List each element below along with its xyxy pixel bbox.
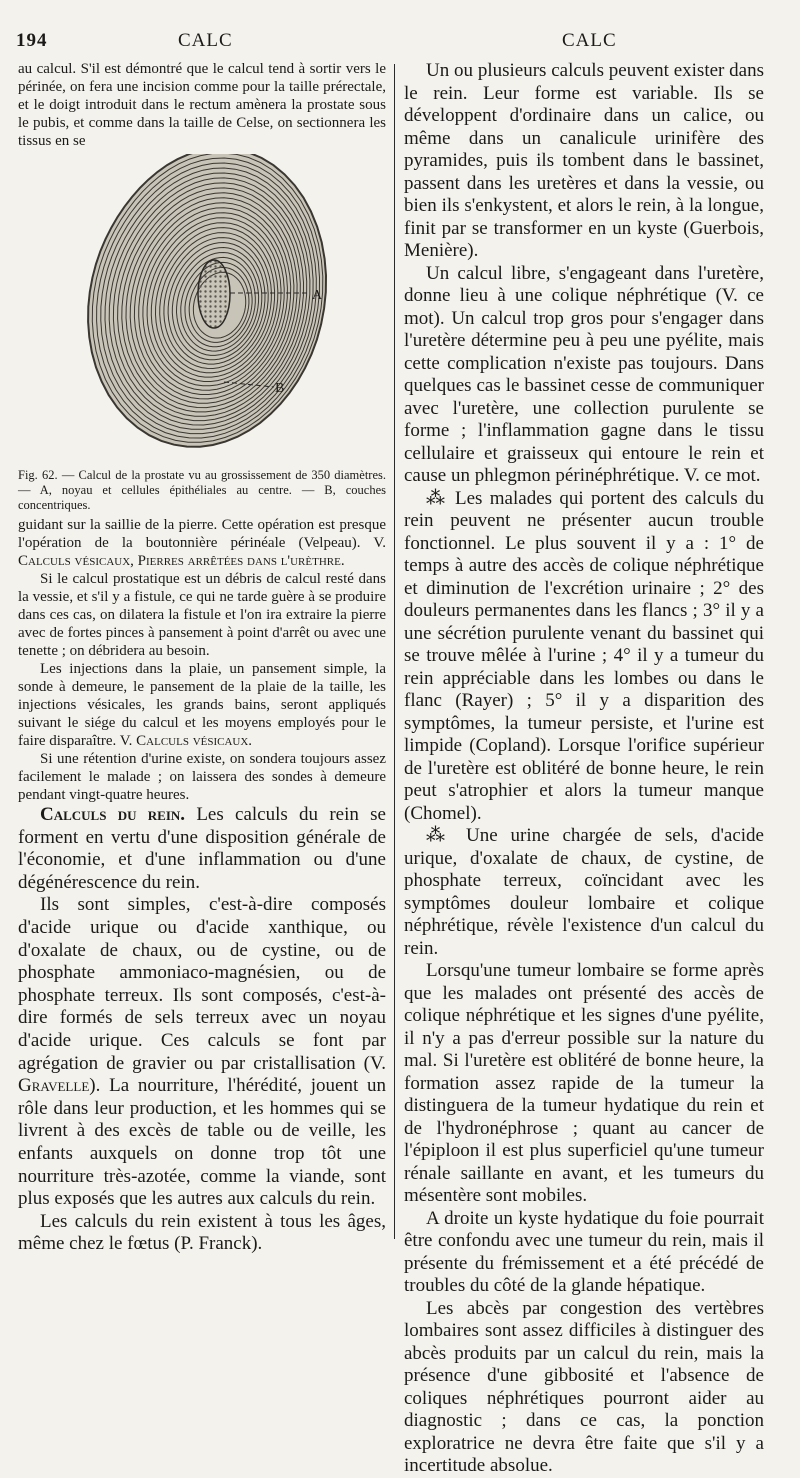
page-number: 194 [16,30,48,51]
paragraph-6: Ils sont simples, c'est-à-dire composés d'acide urique ou d'acide xanthique, ou d'oxalate de chaux, ou de cystine, ou de phosphate ammoniaco-magnésien, ou de phosphate terreux. Ils sont composés, c'est-à-dire formés de sels terreux avec un noyau d'acide urique. Ces calculs se font par agrégation de gravier ou par cristallisation (V. Gravelle). La nourriture, l'hérédité, jouent un rôle dans leur production, et les hommes qui se livrent à des excès de table ou de veille, les enfants auxquels on donne trop tôt une nourriture très-azotée, comme la viande, sont plus exposés que les autres aux calculs du rein. [18,894,386,1210]
intro-paragraph: au calcul. S'il est démontré que le calcul tend à sortir vers le périnée, on fera une incision comme pour la taille prérectale, et le doigt introduit dans le rectum amènera la prostate sous le pubis, et comme dans la taille de Celse, on sectionnera les tissus en se [18,61,386,149]
running-head-right: CALC [562,30,617,51]
figure-caption: Fig. 62. — Calcul de la prostate vu au grossissement de 350 diamètres. — A, noyau et cellules épithéliales au centre. — B, couches concentriques. [18,468,386,512]
right-column [404,60,764,1478]
paragraph-2: Si le calcul prostatique est un débris de calcul resté dans la vessie, et s'il y a fistule, ce qui ne tarde guère à se produire dans ces cas, on dilatera la fistule et l'on ira extraire la pierre avec de fortes pinces à pansement à point d'arrêt ou avec une tenette ; on débridera au besoin. [18,571,386,659]
paragraph-3: Les injections dans la plaie, un pansement simple, la sonde à demeure, le pansement de la plaie de la taille, les injections vésicales, les grands bains, seront appliqués suivant le siége du calcul et les moyens employés pour le faire disparaître. V. Calculs vésicaux. [18,661,386,749]
running-head-left: CALC [178,30,233,51]
paragraph-r3: ⁂ Les malades qui portent des calculs du rein peuvent ne présenter aucun trouble fonctionnel. Le plus souvent il y a : 1° de temps à autre des accès de colique néphrétique et diminution de l'excrétion urinaire ; 2° des douleurs permanentes dans les flancs ; 3° il y a une sécrétion purulente venant du bassinet qui se trouve mêlée à l'urine ; 4° il y a tumeur du rein appréciable dans les lombes ou dans le flanc (Rayer) ; 5° il y a disparition des symptômes, la tumeur persiste, et l'urine est limpide (Copland). Lorsque l'orifice supérieur de l'uretère est oblitéré de bonne heure, le rein peut s'atrophier et alors la tumeur manque (Chomel). [404,487,764,824]
figure-62 [18,154,386,464]
paragraph-r5: Lorsqu'une tumeur lombaire se forme après que les malades ont présenté des accès de colique néphrétique et les signes d'une pyélite, il n'y a pas d'erreur possible sur la nature du mal. Si l'uretère est oblitéré de bonne heure, la formation assez rapide de la tumeur la distinguera de la tumeur hydatique du rein et de l'hydronéphrose ; quant au cancer de l'épiploon il est plus superficiel qu'une tumeur rénale saillante en avant, et les tumeurs du mésentère sont mobiles. [404,960,764,1206]
cross-reference: Calculs vésicaux. [136,733,253,749]
paragraph-4: Si une rétention d'urine existe, on sondera toujours assez facilement le malade ; on laissera des sondes à demeure pendant vingt-quatre heures. [18,751,386,803]
cross-reference: Calculs vésicaux, Pierres arrêtées dans l'urèthre. [18,553,345,569]
prostate-calculus-illustration [18,154,386,464]
cross-reference: Gravelle [18,1075,90,1097]
column-divider [394,64,395,1239]
section-heading: Calculs du rein. [40,804,186,825]
paragraph-r6: A droite un kyste hydatique du foie pourrait être confondu avec une tumeur du rein, mais il présente du frémissement et a été précédé de troubles du côté de la glande hépatique. [404,1207,764,1296]
paragraph-7: Les calculs du rein existent à tous les âges, même chez le fœtus (P. Franck). [18,1210,386,1255]
label-b: B [275,381,285,396]
label-a: A [312,288,323,303]
paragraph-1: guidant sur la saillie de la pierre. Cette opération est presque l'opération de la boutonnière périnéale (Velpeau). V. Calculs vésicaux, Pierres arrêtées dans l'urèthre. [18,517,386,569]
paragraph-r1: Un ou plusieurs calculs peuvent exister dans le rein. Leur forme est variable. Ils se développent d'ordinaire dans un calice, ou même dans un canalicule urinifère des pyramides, puis ils tombent dans le bassinet, passent dans les uretères et dans la vessie, ou bien ils s'enkystent, et alors le rein, à la longue, finit par se transformer en un kyste (Guerbois, Menière). [404,60,764,261]
paragraph-r7: Les abcès par congestion des vertèbres lombaires sont assez difficiles à distinguer des abcès produits par un calcul du rein, mais la présence d'une gibbosité et l'absence de coliques néphrétiques pourront aider au diagnostic ; dans ce cas, la ponction exploratrice ne devra être faite que s'il y a incertitude absolue. [404,1297,764,1476]
nucleus [198,260,230,328]
section-calculs-du-rein: Calculs du rein. Les calculs du rein se forment en vertu d'une disposition générale de l'économie, et d'une inflammation ou d'une dégénérescence du rein. [18,804,386,893]
paragraph-r2: Un calcul libre, s'engageant dans l'uretère, donne lieu à une colique néphrétique (V. ce mot). Un calcul trop gros pour s'engager dans l'uretère détermine peu à peu une pyélite, mais cette complication n'existe pas toujours. Dans quelques cas le bassinet cesse de communiquer avec l'uretère, une collection purulente se forme ; l'inflammation gagne dans le tissu cellulaire et graisseux qui entoure le rein et cause un phlegmon périnéphrétique. V. ce mot. [404,262,764,486]
left-column [18,60,386,1256]
paragraph-r4: ⁂ Une urine chargée de sels, d'acide urique, d'oxalate de chaux, de cystine, de phosphate terreux, coïncidant avec les symptômes douleur lombaire et colique néphrétique, révèle l'existence d'un calcul du rein. [404,825,764,959]
